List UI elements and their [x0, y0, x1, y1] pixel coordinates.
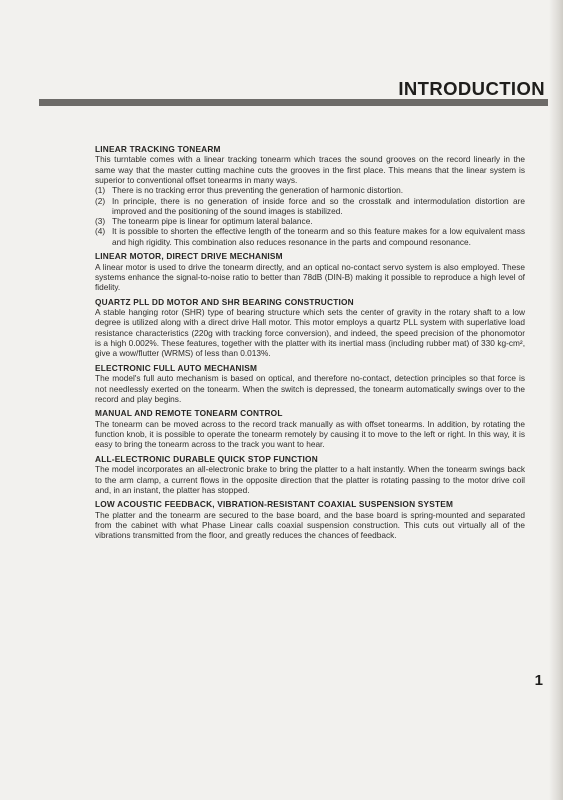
section-manual-remote-control — [95, 408, 525, 449]
section-heading: MANUAL AND REMOTE TONEARM CONTROL — [95, 408, 283, 419]
title-rule — [39, 99, 548, 106]
section-full-auto-mechanism — [95, 363, 525, 404]
section-paragraph: The platter and the tonearm are secured to the base board, and the base board is spring-mounted and separated from the cabinet with what Phase Linear calls coaxial suspension construction. This cuts out virtually all of the vibrations transmitted from the floor, and greatly reduces the chances of feedback. — [95, 509, 525, 541]
list-item-text: It is possible to shorten the effective length of the tonearm and so this feature makes for a low equivalent mass and high rigidity. This combination also reduces resonance in the parts and compound resonance. — [112, 226, 525, 247]
document-body — [95, 144, 525, 545]
section-linear-tracking-tonearm — [95, 144, 525, 247]
section-heading: ELECTRONIC FULL AUTO MECHANISM — [95, 362, 258, 373]
page-title: INTRODUCTION — [398, 78, 545, 99]
section-quick-stop — [95, 454, 525, 495]
section-paragraph: The model's full auto mechanism is based on optical, and therefore no-contact, detection principles so that force is not needlessly exerted on the tonearm. When the switch is depressed, the tonearm automatically swings over to the record and play begins. — [95, 373, 525, 404]
section-paragraph: The model incorporates an all-electronic brake to bring the platter to a halt instantly. When the tonearm swings back to the arm clamp, a current flows in the opposite direction that the platter is rotating passing to the motor drive coil and, in an instant, the platter has stopped. — [95, 464, 525, 495]
list-item — [95, 185, 525, 195]
section-paragraph: This turntable comes with a linear tracking tonearm which traces the sound grooves on the record linearly in the same way that the master cutting machine cuts the grooves in the first place. This means that the linear system is superior to conventional offset tonearms in many ways. — [95, 154, 525, 185]
list-item-number: (3) — [95, 216, 106, 227]
list-item — [95, 196, 525, 217]
list-item-text: The tonearm pipe is linear for optimum lateral balance. — [112, 216, 313, 227]
section-quartz-pll-motor — [95, 297, 525, 359]
section-linear-motor — [95, 251, 525, 292]
list-item-text: In principle, there is no generation of inside force and so the crosstalk and intermodulation distortion are improved and the positioning of the sound images is stabilized. — [112, 195, 525, 216]
list-item — [95, 216, 525, 226]
page-number: 1 — [534, 672, 543, 689]
section-heading: QUARTZ PLL DD MOTOR AND SHR BEARING CONSTRUCTION — [95, 296, 354, 307]
section-paragraph: A linear motor is used to drive the tonearm directly, and an optical no-contact servo system is also employed. These systems enhance the signal-to-noise ratio to better than 78dB (DIN-B) making it possible to reproduce a high level of fidelity. — [95, 261, 525, 293]
section-paragraph: A stable hanging rotor (SHR) type of bearing structure which sets the center of gravity in the rotary shaft to a low degree is utilized along with a direct drive Hall motor. This motor employs a quartz PLL system with superlative load resistance characteristics (220g with tracking force conversion), and indeed, the speed precision of the phonomotor is a high 0.002%. These features, together with the platter with its inertial mass (including rubber mat) of 330 kg-cm², give a wow/flutter (WRMS) of less than 0.013%. — [95, 307, 525, 359]
list-item-number: (1) — [95, 185, 106, 196]
section-heading: ALL-ELECTRONIC DURABLE QUICK STOP FUNCTION — [95, 453, 318, 464]
list-item — [95, 226, 525, 247]
section-heading: LINEAR MOTOR, DIRECT DRIVE MECHANISM — [95, 251, 283, 262]
section-heading: LINEAR TRACKING TONEARM — [95, 144, 221, 154]
section-paragraph: The tonearm can be moved across to the record track manually as with offset tonearms. In addition, by rotating the function knob, it is possible to operate the tonearm remotely by causing it to move to the left or right. In this way, it is easy to bring the tonearm across to the track you want to hear. — [95, 418, 525, 450]
list-item-number: (4) — [95, 226, 106, 237]
list-item-text: There is no tracking error thus preventing the generation of harmonic distortion. — [112, 185, 404, 196]
section-heading: LOW ACOUSTIC FEEDBACK, VIBRATION-RESISTANT COAXIAL SUSPENSION SYSTEM — [95, 499, 454, 510]
section-coaxial-suspension — [95, 499, 525, 540]
feature-list — [95, 185, 525, 247]
list-item-number: (2) — [95, 195, 106, 206]
page-edge-shadow — [549, 0, 563, 800]
